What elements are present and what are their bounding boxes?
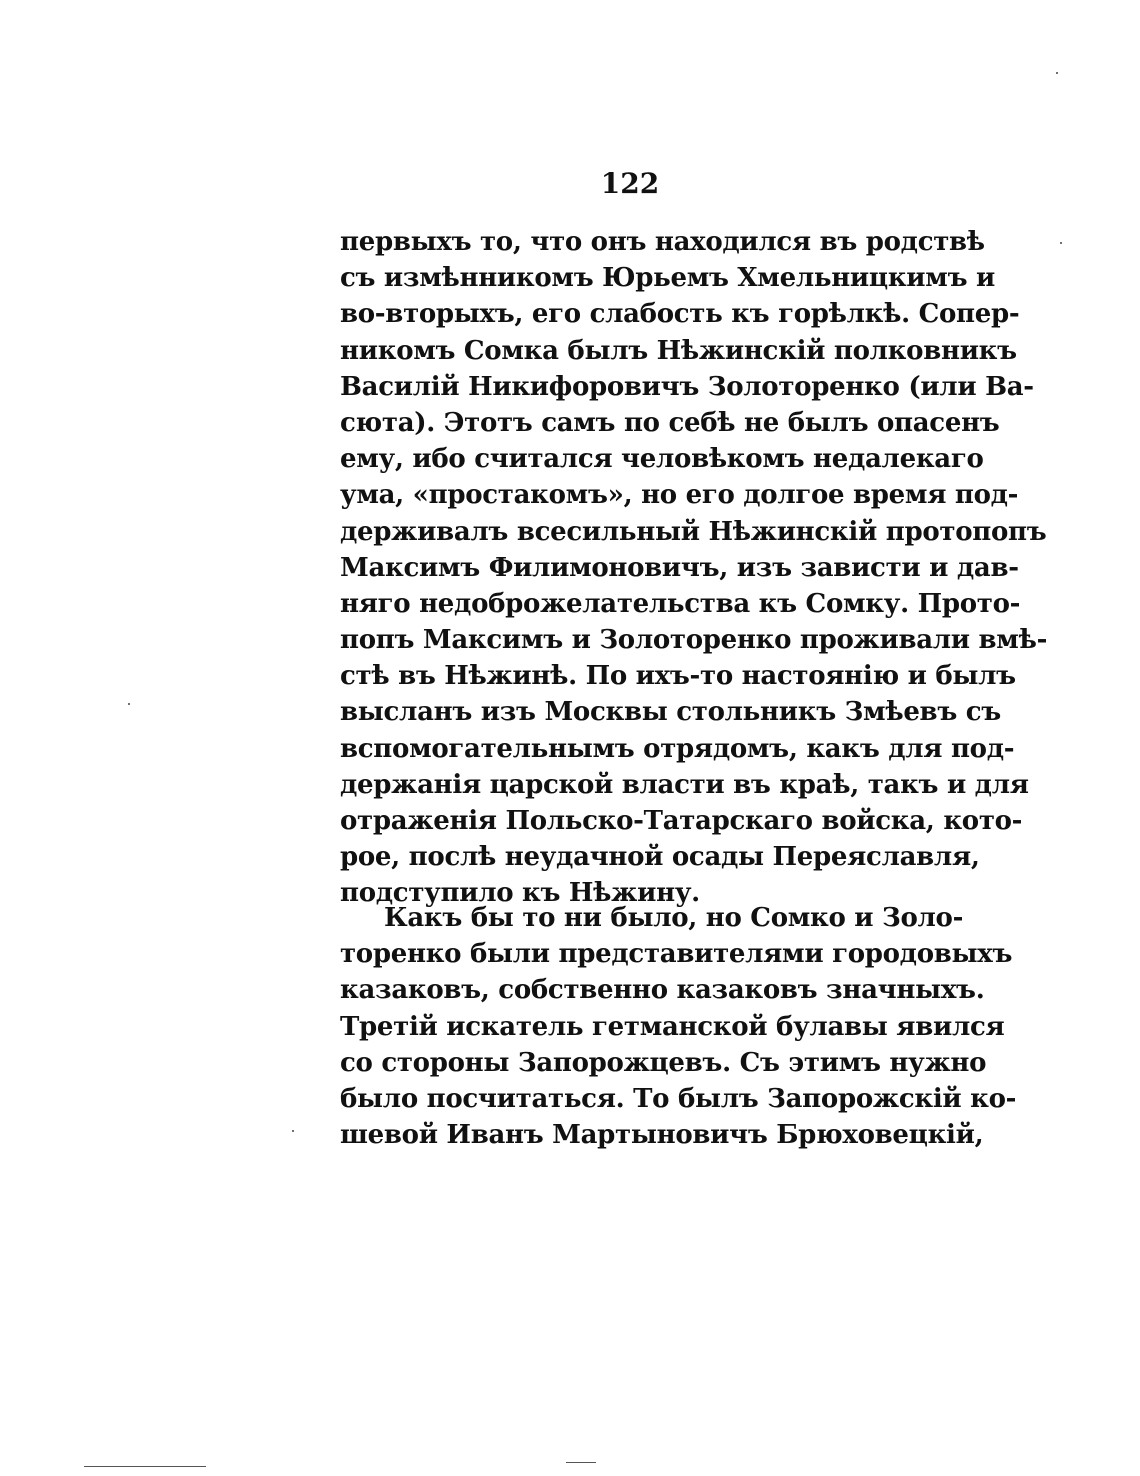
text-line: во-вторыхъ, его слабость къ горѣлкѣ. Сопер- — [340, 299, 1020, 330]
text-line: Третій искатель гетманской булавы явился — [340, 1011, 1005, 1042]
text-line: держанія царской власти въ краѣ, такъ и для — [340, 769, 1029, 800]
text-line: шевой Иванъ Мартыновичъ Брюховецкій, — [340, 1120, 984, 1151]
paragraph-1 — [340, 224, 1048, 912]
paragraph-2 — [340, 900, 1017, 1153]
text-line: никомъ Сомка былъ Нѣжинскій полковникъ — [340, 335, 1017, 366]
scan-speck — [292, 1130, 294, 1132]
text-line: ему, ибо считался человѣкомъ недалекаго — [340, 444, 984, 475]
text-line: няго недоброжелательства къ Сомку. Прото- — [340, 588, 1021, 619]
text-line: со стороны Запорожцевъ. Съ этимъ нужно — [340, 1047, 987, 1078]
text-line: подступило къ Нѣжину. — [340, 878, 700, 909]
scan-edge-line — [566, 1462, 596, 1463]
text-line: сюта). Этотъ самъ по себѣ не былъ опасенъ — [340, 407, 1000, 438]
text-line: стѣ въ Нѣжинѣ. По ихъ-то настоянію и былъ — [340, 661, 1016, 692]
text-line: отраженія Польско-Татарскаго войска, кото- — [340, 806, 1023, 836]
scan-speck — [128, 703, 130, 705]
text-line: ума, «простакомъ», но его долгое время под- — [340, 480, 1019, 511]
text-line: торенко были представителями городовыхъ — [340, 939, 1013, 970]
text-line: Василій Никифоровичъ Золоторенко (или Ва- — [340, 371, 1034, 402]
scan-edge-line — [84, 1466, 206, 1467]
text-line: съ измѣнникомъ Юрьемъ Хмельницкимъ и — [340, 263, 995, 294]
text-line: попъ Максимъ и Золоторенко проживали вмѣ- — [340, 625, 1048, 656]
text-line: Максимъ Филимоновичъ, изъ зависти и дав- — [340, 552, 1019, 583]
scan-speck — [1060, 242, 1062, 244]
text-line: рое, послѣ неудачной осады Переяславля, — [340, 842, 980, 873]
text-line: было посчитаться. То былъ Запорожскій ко- — [340, 1083, 1017, 1114]
scan-speck — [1056, 72, 1058, 74]
text-line: вспомогательнымъ отрядомъ, какъ для под- — [340, 733, 1015, 764]
text-line: держивалъ всесильный Нѣжинскій протопопъ — [340, 516, 1047, 547]
text-line: первыхъ то, что онъ находился въ родствѣ — [340, 227, 985, 257]
text-line: Какъ бы то ни было, но Сомко и Золо- — [384, 903, 964, 933]
text-line: высланъ изъ Москвы стольникъ Змѣевъ съ — [340, 697, 1001, 728]
page-number: 122 — [600, 167, 660, 200]
text-line: казаковъ, собственно казаковъ значныхъ. — [340, 975, 985, 1006]
